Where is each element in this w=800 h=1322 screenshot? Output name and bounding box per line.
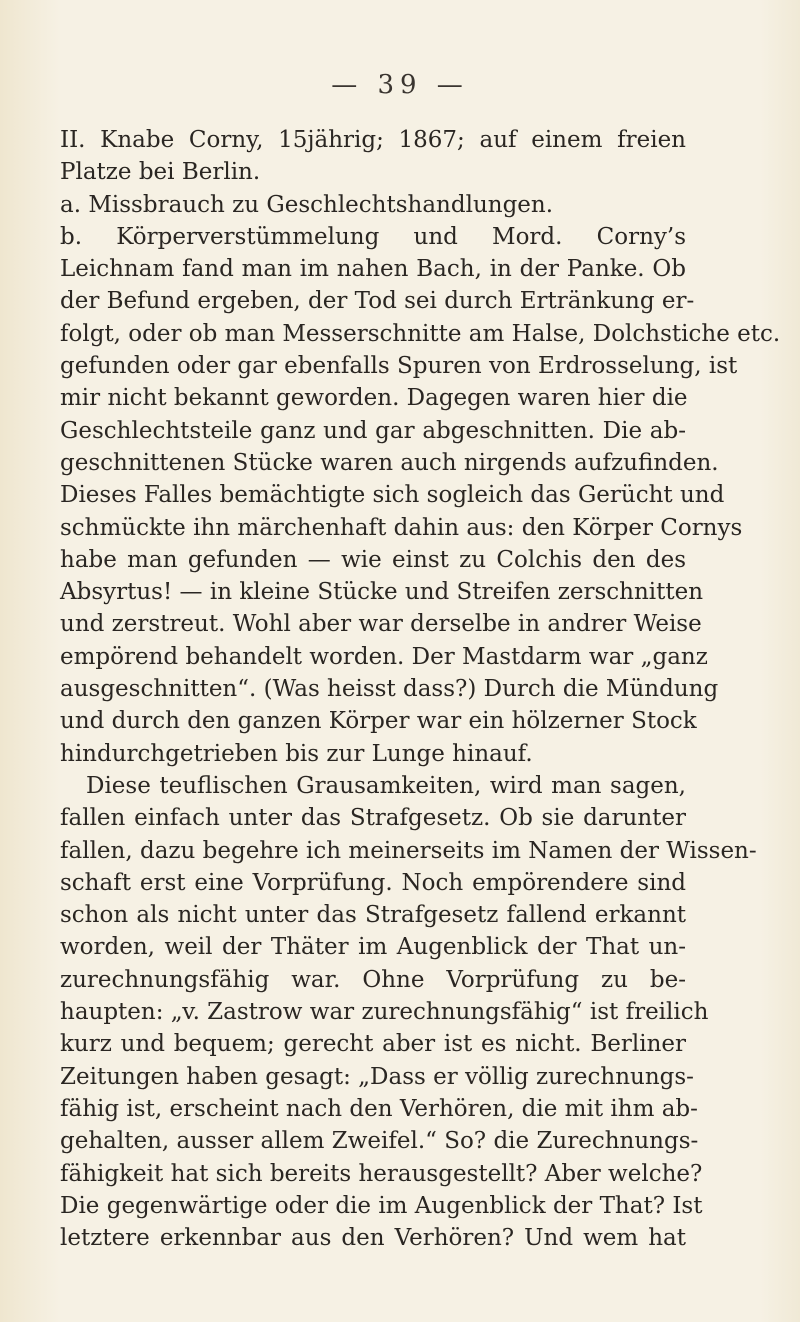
text-line: b. Körperverstümmelung und Mord. Corny’s: [60, 223, 686, 250]
text-line: gefunden oder gar ebenfalls Spuren von Erdrosselung, ist: [60, 353, 738, 380]
text-line: fallen, dazu begehre ich meinerseits im Namen der Wissen-: [60, 837, 757, 864]
text-line: gehalten, ausser allem Zweifel.“ So? die Zurechnungs-: [60, 1128, 699, 1155]
text-line: und durch den ganzen Körper war ein hölzerner Stock: [60, 708, 697, 735]
text-line: Dieses Falles bemächtigte sich sogleich das Gerücht und: [60, 482, 725, 509]
text-line: letztere erkennbar aus den Verhören? Und wem hat: [60, 1225, 686, 1252]
text-line: II. Knabe Corny, 15jährig; 1867; auf einem freien: [60, 127, 686, 153]
text-line: schmückte ihn märchenhaft dahin aus: den Körper Cornys: [60, 514, 743, 541]
text-line: Diese teuflischen Grausamkeiten, wird man sagen,: [86, 772, 686, 799]
text-line: ausgeschnitten“. (Was heisst dass?) Durch die Mündung: [60, 676, 719, 703]
page-number: — 39 —: [331, 70, 469, 100]
text-line: Die gegenwärtige oder die im Augenblick der That? Ist: [60, 1192, 703, 1219]
text-line: fähigkeit hat sich bereits herausgestellt? Aber welche?: [60, 1160, 703, 1187]
text-line: mir nicht bekannt geworden. Dagegen waren hier die: [60, 385, 688, 412]
text-line: Platze bei Berlin.: [60, 159, 261, 186]
text-line: geschnittenen Stücke waren auch nirgends aufzufinden.: [60, 449, 719, 476]
text-line: haupten: „v. Zastrow war zurechnungsfähig“ ist freilich: [60, 999, 709, 1026]
text-line: schon als nicht unter das Strafgesetz fallend erkannt: [60, 902, 686, 929]
text-line: Absyrtus! — in kleine Stücke und Streifen zerschnitten: [60, 579, 704, 606]
text-line: habe man gefunden — wie einst zu Colchis den des: [60, 546, 686, 573]
text-line: und zerstreut. Wohl aber war derselbe in andrer Weise: [60, 611, 702, 638]
text-line: zurechnungsfähig war. Ohne Vorprüfung zu be-: [60, 966, 686, 993]
text-line: hindurchgetrieben bis zur Lunge hinauf.: [60, 740, 533, 767]
text-line: a. Missbrauch zu Geschlechtshandlungen.: [60, 191, 554, 218]
text-line: der Befund ergeben, der Tod sei durch Ertränkung er-: [60, 288, 695, 315]
text-line: folgt, oder ob man Messerschnitte am Halse, Dolchstiche etc.: [60, 320, 781, 347]
text-line: fähig ist, erscheint nach den Verhören, die mit ihm ab-: [60, 1095, 698, 1122]
text-line: empörend behandelt worden. Der Mastdarm war „ganz: [60, 643, 708, 670]
text-line: schaft erst eine Vorprüfung. Noch empörendere sind: [60, 869, 686, 896]
text-line: fallen einfach unter das Strafgesetz. Ob sie darunter: [60, 805, 686, 832]
text-line: worden, weil der Thäter im Augenblick der That un-: [60, 934, 686, 961]
text-line: Geschlechtsteile ganz und gar abgeschnitten. Die ab-: [60, 417, 686, 444]
body-text: [60, 124, 781, 1254]
text-line: Leichnam fand man im nahen Bach, in der Panke. Ob: [60, 256, 686, 283]
text-line: Zeitungen haben gesagt: „Dass er völlig zurechnungs-: [60, 1063, 694, 1090]
text-line: kurz und bequem; gerecht aber ist es nicht. Berliner: [60, 1031, 686, 1058]
